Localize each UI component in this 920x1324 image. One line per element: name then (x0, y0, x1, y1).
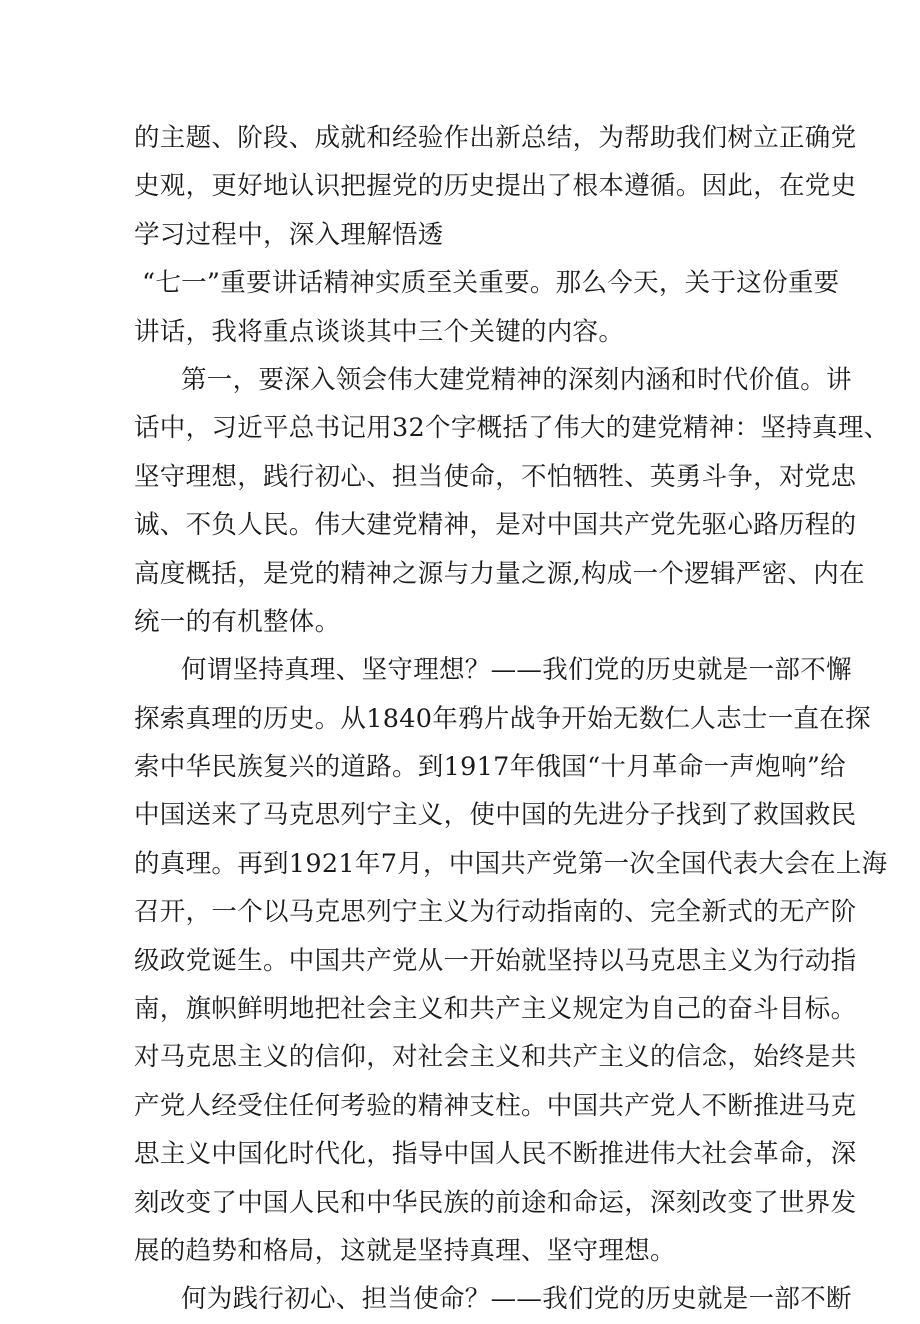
document-body (134, 114, 890, 1324)
text-line: 南，旗帜鲜明地把社会主义和共产主义规定为自己的奋斗目标。 (134, 994, 857, 1025)
text-line: “七一”重要讲话精神实质至关重要。那么今天，关于这份重要 (142, 268, 840, 299)
text-line: 级政党诞生。中国共产党从一开始就坚持以马克思主义为行动指 (134, 945, 857, 976)
text-line: 产党人经受住任何考验的精神支柱。中国共产党人不断推进马克 (134, 1090, 857, 1121)
text-line: 坚守理想，践行初心、担当使命，不怕牺牲、英勇斗争，对党忠 (134, 461, 857, 492)
paragraph-first-line: 第一，要深入领会伟大建党精神的深刻内涵和时代价值。讲 (181, 364, 852, 395)
text-line: 学习过程中，深入理解悟透 (134, 219, 444, 250)
text-line: 召开，一个以马克思列宁主义为行动指南的、完全新式的无产阶 (134, 897, 857, 928)
text-line: 讲话，我将重点谈谈其中三个关键的内容。 (134, 316, 625, 347)
text-line: 对马克思主义的信仰，对社会主义和共产主义的信念，始终是共 (134, 1042, 857, 1073)
text-line: 高度概括，是党的精神之源与力量之源,构成一个逻辑严密、内在 (134, 558, 865, 589)
paragraph-first-line: 何谓坚持真理、坚守理想？——我们党的历史就是一部不懈 (181, 655, 852, 686)
text-line: 的真理。再到1921年7月，中国共产党第一次全国代表大会在上海 (134, 848, 888, 879)
text-line: 话中，习近平总书记用32个字概括了伟大的建党精神：坚持真理、 (134, 413, 890, 444)
text-line: 统一的有机整体。 (134, 606, 341, 637)
text-line: 思主义中国化时代化，指导中国人民不断推进伟大社会革命，深 (134, 1139, 857, 1170)
text-line: 展的趋势和格局，这就是坚持真理、坚守理想。 (134, 1235, 676, 1266)
text-line: 探索真理的历史。从1840年鸦片战争开始无数仁人志士一直在探 (134, 703, 871, 734)
text-line: 刻改变了中国人民和中华民族的前途和命运，深刻改变了世界发 (134, 1187, 857, 1218)
text-line: 的主题、阶段、成就和经验作出新总结，为帮助我们树立正确党 (134, 123, 857, 153)
text-line: 史观，更好地认识把握党的历史提出了根本遵循。因此，在党史 (134, 171, 857, 202)
paragraph-first-line: 何为践行初心、担当使命？——我们党的历史就是一部不断 (181, 1284, 852, 1315)
text-line: 索中华民族复兴的道路。到1917年俄国“十月革命一声炮响”给 (134, 752, 846, 783)
text-line: 诚、不负人民。伟大建党精神，是对中国共产党先驱心路历程的 (134, 510, 857, 541)
text-line: 中国送来了马克思列宁主义，使中国的先进分子找到了救国救民 (134, 800, 857, 831)
